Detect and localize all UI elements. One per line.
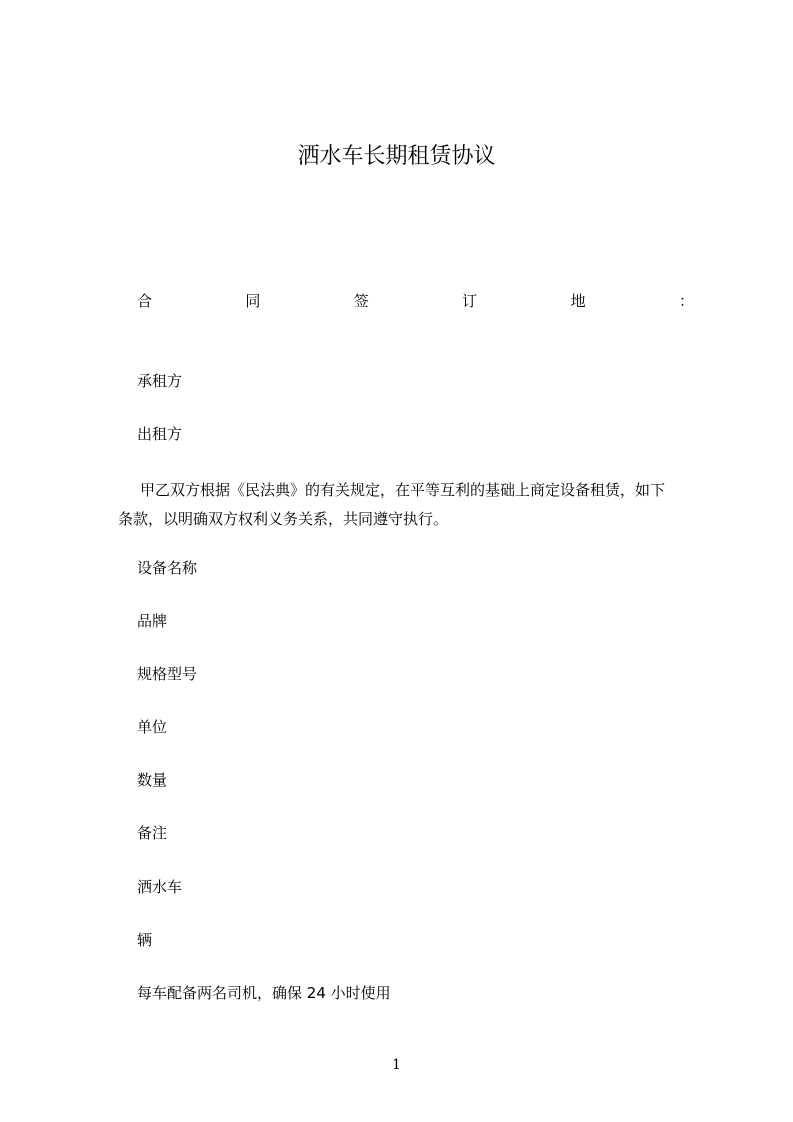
value-equipment: 洒水车 — [137, 878, 183, 896]
sign-place-char: 签 — [353, 292, 369, 310]
sign-place-char: 地 — [570, 292, 586, 310]
contract-sign-place-line — [137, 290, 694, 312]
document-title: 洒水车长期租赁协议 — [297, 144, 496, 169]
sign-place-char: 同 — [245, 292, 261, 310]
lessee-label: 承租方 — [137, 372, 183, 390]
value-remarks: 每车配备两名司机，确保 24 小时使用 — [137, 984, 391, 1002]
value-unit: 辆 — [137, 931, 153, 949]
sign-place-char: 合 — [137, 292, 153, 310]
intro-paragraph — [118, 476, 702, 534]
sign-place-char: 订 — [462, 292, 478, 310]
sign-place-colon: ： — [678, 292, 694, 310]
field-quantity: 数量 — [137, 771, 168, 789]
intro-line-2: 条款，以明确双方权利义务关系，共同遵守执行。 — [118, 510, 449, 528]
field-remarks: 备注 — [137, 824, 168, 842]
lessor-label: 出租方 — [137, 425, 183, 443]
field-brand: 品牌 — [137, 612, 168, 630]
intro-line-1: 甲乙双方根据《民法典》的有关规定，在平等互利的基础上商定设备租赁，如下 — [140, 481, 666, 499]
field-unit: 单位 — [137, 718, 168, 736]
field-equipment-name: 设备名称 — [137, 559, 198, 577]
field-spec-model: 规格型号 — [137, 665, 198, 683]
page-number: 1 — [392, 1057, 401, 1073]
